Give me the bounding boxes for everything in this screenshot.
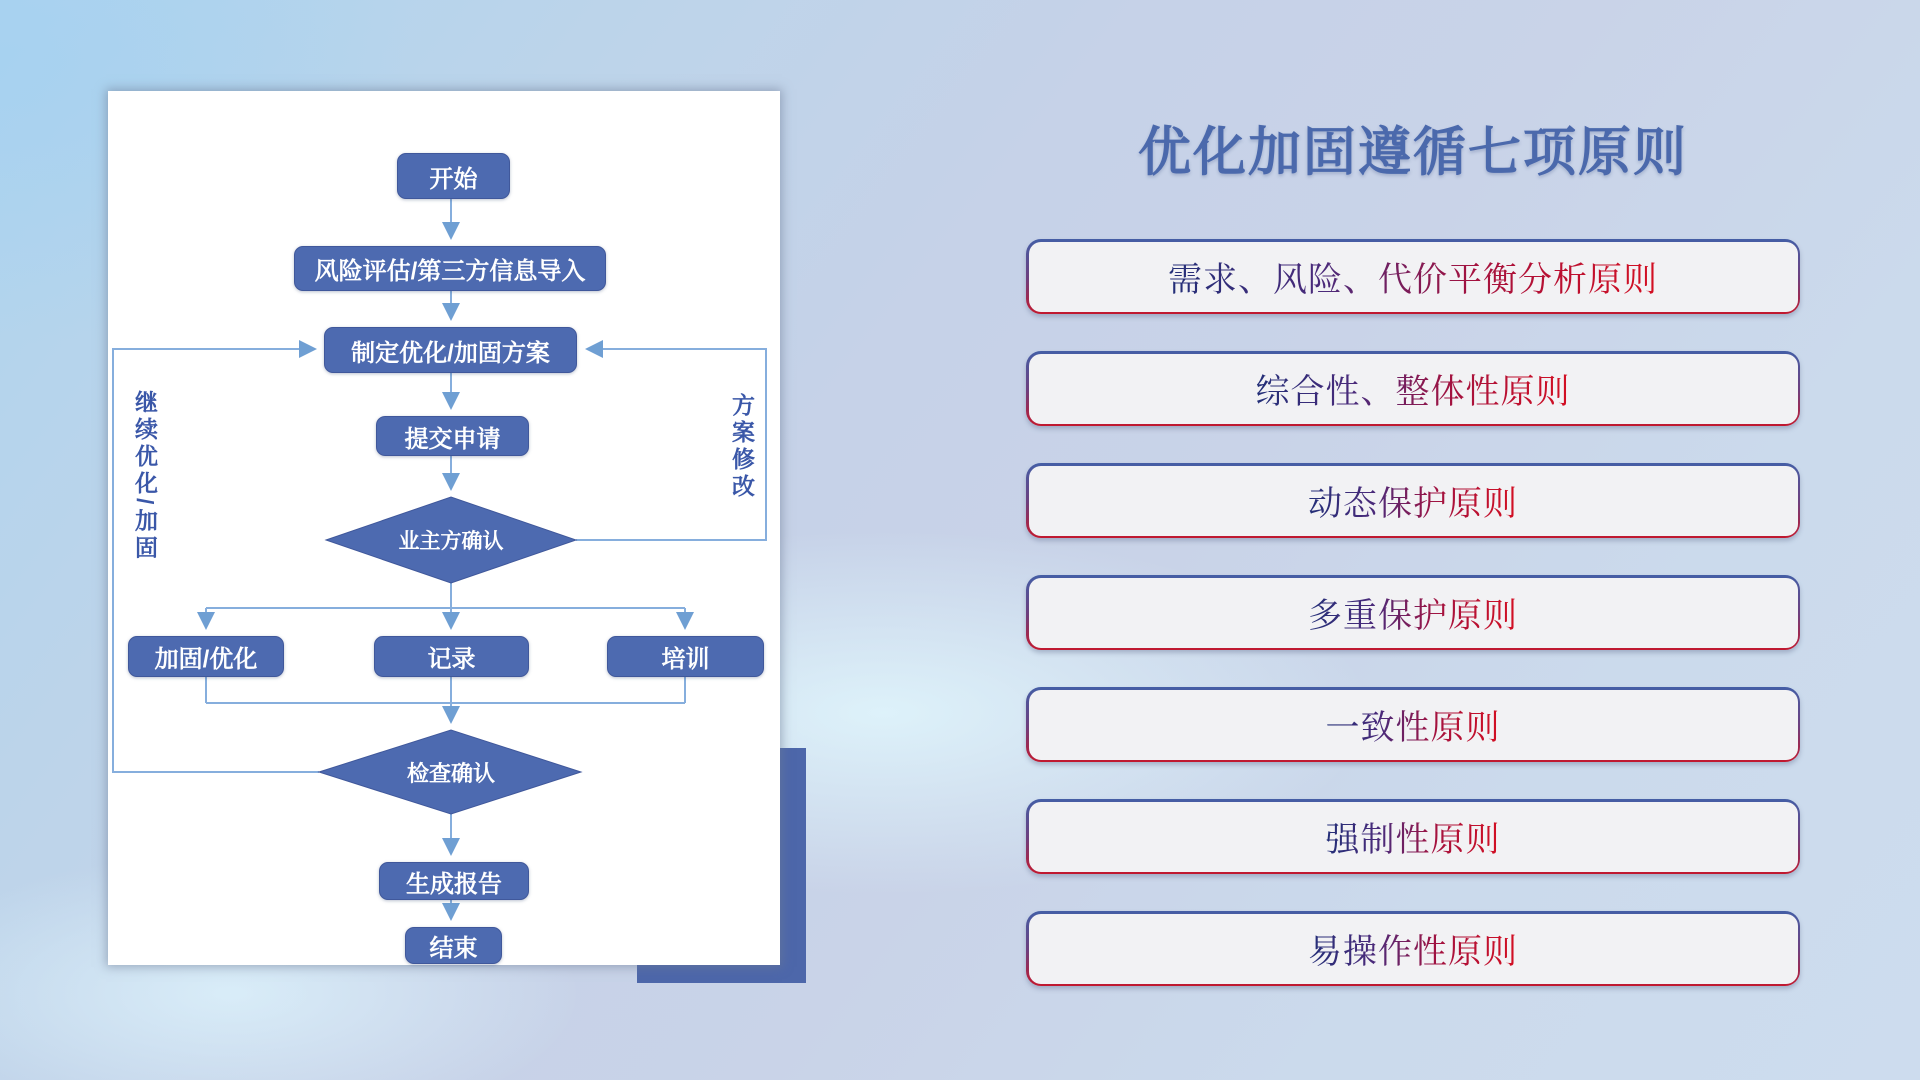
principle-label: 强制性原则 [1326,812,1501,861]
flow-node-training: 培训 [607,636,764,677]
principle-item [1026,911,1800,986]
flow-node-reinforce-optimize: 加固/优化 [128,636,284,677]
principle-item [1026,239,1800,314]
flow-node-risk-assessment: 风险评估/第三方信息导入 [294,246,606,291]
principle-label: 动态保护原则 [1308,476,1518,525]
principle-item [1026,575,1800,650]
principle-item [1026,687,1800,762]
flow-node-make-plan: 制定优化/加固方案 [324,327,577,373]
principle-label: 综合性、整体性原则 [1256,364,1571,413]
flow-node-generate-report: 生成报告 [379,862,529,900]
edge-label-plan-revise: 方案修改 [729,393,755,501]
principles-list [1026,239,1800,1023]
flow-node-end: 结束 [405,927,502,964]
flow-node-start: 开始 [397,153,510,199]
principle-label: 需求、风险、代价平衡分析原则 [1168,252,1658,301]
page-title: 优化加固遵循七项原则 [1138,123,1688,182]
flow-decision-check-confirm: 检查确认 [406,760,495,786]
principle-label: 多重保护原则 [1308,588,1518,637]
principle-label: 易操作性原则 [1308,924,1518,973]
edge-label-continue-optimize: 继续优化/加固 [132,390,158,563]
flow-node-record: 记录 [374,636,529,677]
flow-decision-owner-confirm: 业主方确认 [398,530,504,553]
principle-item [1026,351,1800,426]
principle-item [1026,799,1800,874]
flow-node-submit-request: 提交申请 [376,416,529,456]
principle-label: 一致性原则 [1326,700,1501,749]
principle-item [1026,463,1800,538]
